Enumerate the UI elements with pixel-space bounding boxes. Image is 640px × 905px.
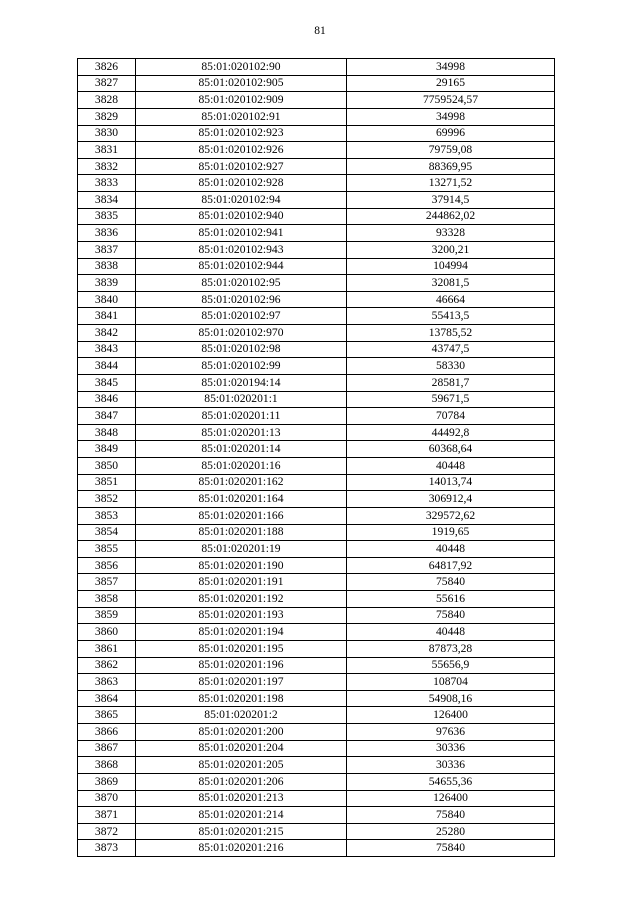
table-row xyxy=(78,208,555,225)
row-number-cell: 3861 xyxy=(78,640,136,657)
table-row xyxy=(78,192,555,209)
value-cell: 87873,28 xyxy=(347,640,555,657)
table-body xyxy=(78,59,555,857)
cadastral-number-cell: 85:01:020102:905 xyxy=(136,75,347,92)
value-cell: 14013,74 xyxy=(347,474,555,491)
value-cell: 55616 xyxy=(347,591,555,608)
value-cell: 13785,52 xyxy=(347,325,555,342)
value-cell: 75840 xyxy=(347,807,555,824)
cadastral-number-cell: 85:01:020102:99 xyxy=(136,358,347,375)
value-cell: 25280 xyxy=(347,823,555,840)
table-row xyxy=(78,740,555,757)
value-cell: 104994 xyxy=(347,258,555,275)
cadastral-number-cell: 85:01:020201:19 xyxy=(136,541,347,558)
row-number-cell: 3851 xyxy=(78,474,136,491)
row-number-cell: 3832 xyxy=(78,158,136,175)
cadastral-number-cell: 85:01:020102:91 xyxy=(136,108,347,125)
row-number-cell: 3847 xyxy=(78,408,136,425)
cadastral-number-cell: 85:01:020102:97 xyxy=(136,308,347,325)
row-number-cell: 3848 xyxy=(78,424,136,441)
cadastral-number-cell: 85:01:020102:941 xyxy=(136,225,347,242)
table-row xyxy=(78,840,555,857)
cadastral-number-cell: 85:01:020201:14 xyxy=(136,441,347,458)
row-number-cell: 3868 xyxy=(78,757,136,774)
value-cell: 75840 xyxy=(347,840,555,857)
table-row xyxy=(78,142,555,159)
row-number-cell: 3855 xyxy=(78,541,136,558)
row-number-cell: 3858 xyxy=(78,591,136,608)
value-cell: 40448 xyxy=(347,624,555,641)
table-row xyxy=(78,491,555,508)
value-cell: 55413,5 xyxy=(347,308,555,325)
row-number-cell: 3836 xyxy=(78,225,136,242)
table-row xyxy=(78,374,555,391)
value-cell: 40448 xyxy=(347,458,555,475)
cadastral-number-cell: 85:01:020201:196 xyxy=(136,657,347,674)
table-row xyxy=(78,75,555,92)
cadastral-number-cell: 85:01:020102:94 xyxy=(136,192,347,209)
table-row xyxy=(78,541,555,558)
cadastral-number-cell: 85:01:020201:198 xyxy=(136,690,347,707)
value-cell: 59671,5 xyxy=(347,391,555,408)
cadastral-number-cell: 85:01:020102:909 xyxy=(136,92,347,109)
table-row xyxy=(78,408,555,425)
row-number-cell: 3842 xyxy=(78,325,136,342)
cadastral-number-cell: 85:01:020102:944 xyxy=(136,258,347,275)
table-row xyxy=(78,707,555,724)
row-number-cell: 3865 xyxy=(78,707,136,724)
value-cell: 60368,64 xyxy=(347,441,555,458)
row-number-cell: 3857 xyxy=(78,574,136,591)
table-row xyxy=(78,657,555,674)
value-cell: 55656,9 xyxy=(347,657,555,674)
cadastral-number-cell: 85:01:020201:11 xyxy=(136,408,347,425)
row-number-cell: 3841 xyxy=(78,308,136,325)
cadastral-number-cell: 85:01:020201:215 xyxy=(136,823,347,840)
table-row xyxy=(78,458,555,475)
table-row xyxy=(78,291,555,308)
cadastral-number-cell: 85:01:020201:193 xyxy=(136,607,347,624)
row-number-cell: 3871 xyxy=(78,807,136,824)
row-number-cell: 3863 xyxy=(78,674,136,691)
row-number-cell: 3833 xyxy=(78,175,136,192)
row-number-cell: 3850 xyxy=(78,458,136,475)
table-row xyxy=(78,225,555,242)
table-row xyxy=(78,607,555,624)
cadastral-number-cell: 85:01:020102:928 xyxy=(136,175,347,192)
row-number-cell: 3852 xyxy=(78,491,136,508)
cadastral-number-cell: 85:01:020201:197 xyxy=(136,674,347,691)
cadastral-number-cell: 85:01:020102:923 xyxy=(136,125,347,142)
table-row xyxy=(78,773,555,790)
cadastral-number-cell: 85:01:020102:927 xyxy=(136,158,347,175)
value-cell: 64817,92 xyxy=(347,557,555,574)
table-row xyxy=(78,325,555,342)
cadastral-number-cell: 85:01:020102:926 xyxy=(136,142,347,159)
table-row xyxy=(78,574,555,591)
table-row xyxy=(78,690,555,707)
cadastral-number-cell: 85:01:020201:13 xyxy=(136,424,347,441)
cadastral-number-cell: 85:01:020201:205 xyxy=(136,757,347,774)
row-number-cell: 3827 xyxy=(78,75,136,92)
cadastral-number-cell: 85:01:020201:16 xyxy=(136,458,347,475)
table-row xyxy=(78,757,555,774)
value-cell: 70784 xyxy=(347,408,555,425)
cadastral-number-cell: 85:01:020102:98 xyxy=(136,341,347,358)
value-cell: 75840 xyxy=(347,607,555,624)
table-row xyxy=(78,507,555,524)
cadastral-number-cell: 85:01:020201:195 xyxy=(136,640,347,657)
cadastral-number-cell: 85:01:020102:90 xyxy=(136,59,347,76)
cadastral-number-cell: 85:01:020201:1 xyxy=(136,391,347,408)
value-cell: 29165 xyxy=(347,75,555,92)
page-number: 81 xyxy=(314,25,326,37)
row-number-cell: 3864 xyxy=(78,690,136,707)
table-row xyxy=(78,424,555,441)
table-row xyxy=(78,158,555,175)
row-number-cell: 3844 xyxy=(78,358,136,375)
table-row xyxy=(78,341,555,358)
row-number-cell: 3834 xyxy=(78,192,136,209)
value-cell: 7759524,57 xyxy=(347,92,555,109)
value-cell: 3200,21 xyxy=(347,241,555,258)
row-number-cell: 3860 xyxy=(78,624,136,641)
cadastral-number-cell: 85:01:020102:940 xyxy=(136,208,347,225)
row-number-cell: 3829 xyxy=(78,108,136,125)
value-cell: 97636 xyxy=(347,724,555,741)
value-cell: 88369,95 xyxy=(347,158,555,175)
row-number-cell: 3845 xyxy=(78,374,136,391)
table-row xyxy=(78,175,555,192)
row-number-cell: 3835 xyxy=(78,208,136,225)
value-cell: 58330 xyxy=(347,358,555,375)
table-row xyxy=(78,474,555,491)
value-cell: 75840 xyxy=(347,574,555,591)
table-row xyxy=(78,624,555,641)
cadastral-number-cell: 85:01:020201:162 xyxy=(136,474,347,491)
cadastral-value-table xyxy=(77,58,555,857)
table-row xyxy=(78,308,555,325)
row-number-cell: 3867 xyxy=(78,740,136,757)
row-number-cell: 3837 xyxy=(78,241,136,258)
cadastral-number-cell: 85:01:020201:194 xyxy=(136,624,347,641)
value-cell: 54655,36 xyxy=(347,773,555,790)
table-row xyxy=(78,441,555,458)
cadastral-number-cell: 85:01:020201:166 xyxy=(136,507,347,524)
value-cell: 46664 xyxy=(347,291,555,308)
value-cell: 126400 xyxy=(347,790,555,807)
value-cell: 34998 xyxy=(347,59,555,76)
row-number-cell: 3854 xyxy=(78,524,136,541)
row-number-cell: 3862 xyxy=(78,657,136,674)
row-number-cell: 3869 xyxy=(78,773,136,790)
cadastral-number-cell: 85:01:020201:188 xyxy=(136,524,347,541)
row-number-cell: 3870 xyxy=(78,790,136,807)
cadastral-number-cell: 85:01:020201:2 xyxy=(136,707,347,724)
row-number-cell: 3872 xyxy=(78,823,136,840)
table-row xyxy=(78,790,555,807)
cadastral-number-cell: 85:01:020201:206 xyxy=(136,773,347,790)
value-cell: 93328 xyxy=(347,225,555,242)
row-number-cell: 3828 xyxy=(78,92,136,109)
value-cell: 40448 xyxy=(347,541,555,558)
value-cell: 126400 xyxy=(347,707,555,724)
value-cell: 1919,65 xyxy=(347,524,555,541)
table-row xyxy=(78,92,555,109)
cadastral-number-cell: 85:01:020201:164 xyxy=(136,491,347,508)
value-cell: 43747,5 xyxy=(347,341,555,358)
table-row xyxy=(78,59,555,76)
value-cell: 79759,08 xyxy=(347,142,555,159)
table-row xyxy=(78,557,555,574)
table-row xyxy=(78,258,555,275)
table-row xyxy=(78,823,555,840)
value-cell: 13271,52 xyxy=(347,175,555,192)
value-cell: 306912,4 xyxy=(347,491,555,508)
cadastral-number-cell: 85:01:020201:214 xyxy=(136,807,347,824)
cadastral-number-cell: 85:01:020194:14 xyxy=(136,374,347,391)
value-cell: 37914,5 xyxy=(347,192,555,209)
row-number-cell: 3873 xyxy=(78,840,136,857)
table-row xyxy=(78,724,555,741)
row-number-cell: 3831 xyxy=(78,142,136,159)
table-row xyxy=(78,524,555,541)
row-number-cell: 3843 xyxy=(78,341,136,358)
value-cell: 34998 xyxy=(347,108,555,125)
row-number-cell: 3846 xyxy=(78,391,136,408)
value-cell: 30336 xyxy=(347,757,555,774)
table-row xyxy=(78,807,555,824)
cadastral-number-cell: 85:01:020201:216 xyxy=(136,840,347,857)
row-number-cell: 3826 xyxy=(78,59,136,76)
cadastral-number-cell: 85:01:020102:943 xyxy=(136,241,347,258)
value-cell: 28581,7 xyxy=(347,374,555,391)
table-row xyxy=(78,358,555,375)
row-number-cell: 3830 xyxy=(78,125,136,142)
table-row xyxy=(78,125,555,142)
cadastral-number-cell: 85:01:020201:191 xyxy=(136,574,347,591)
row-number-cell: 3866 xyxy=(78,724,136,741)
cadastral-number-cell: 85:01:020201:200 xyxy=(136,724,347,741)
value-cell: 329572,62 xyxy=(347,507,555,524)
table-row xyxy=(78,241,555,258)
cadastral-number-cell: 85:01:020102:96 xyxy=(136,291,347,308)
cadastral-number-cell: 85:01:020201:204 xyxy=(136,740,347,757)
cadastral-number-cell: 85:01:020201:213 xyxy=(136,790,347,807)
value-cell: 30336 xyxy=(347,740,555,757)
row-number-cell: 3839 xyxy=(78,275,136,292)
cadastral-number-cell: 85:01:020201:190 xyxy=(136,557,347,574)
row-number-cell: 3853 xyxy=(78,507,136,524)
row-number-cell: 3849 xyxy=(78,441,136,458)
value-cell: 244862,02 xyxy=(347,208,555,225)
value-cell: 54908,16 xyxy=(347,690,555,707)
row-number-cell: 3840 xyxy=(78,291,136,308)
table-row xyxy=(78,108,555,125)
value-cell: 32081,5 xyxy=(347,275,555,292)
row-number-cell: 3856 xyxy=(78,557,136,574)
cadastral-number-cell: 85:01:020102:970 xyxy=(136,325,347,342)
value-cell: 108704 xyxy=(347,674,555,691)
table-row xyxy=(78,674,555,691)
cadastral-number-cell: 85:01:020102:95 xyxy=(136,275,347,292)
table-row xyxy=(78,391,555,408)
row-number-cell: 3838 xyxy=(78,258,136,275)
value-cell: 69996 xyxy=(347,125,555,142)
row-number-cell: 3859 xyxy=(78,607,136,624)
table-row xyxy=(78,640,555,657)
table-row xyxy=(78,275,555,292)
table-row xyxy=(78,591,555,608)
value-cell: 44492,8 xyxy=(347,424,555,441)
cadastral-number-cell: 85:01:020201:192 xyxy=(136,591,347,608)
